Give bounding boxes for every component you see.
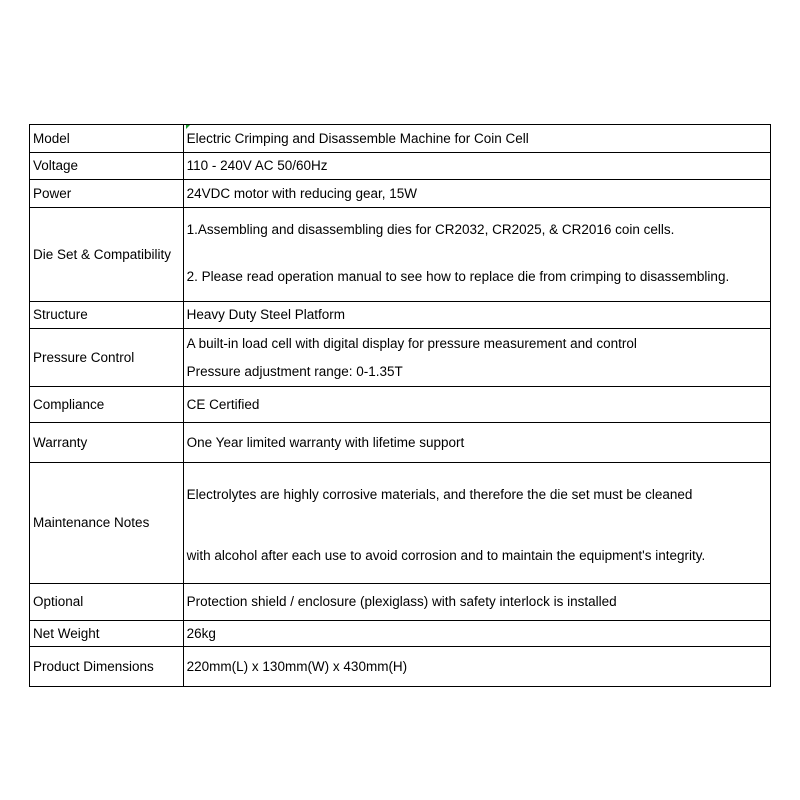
spec-table <box>29 124 771 687</box>
spec-value-line: Pressure adjustment range: 0-1.35T <box>186 363 403 379</box>
spec-value: 220mm(L) x 130mm(W) x 430mm(H) <box>183 647 770 687</box>
spec-label: Product Dimensions <box>30 647 184 687</box>
spec-label: Compliance <box>30 387 184 423</box>
spec-label: Structure <box>30 302 184 329</box>
spec-row-product-dimensions <box>30 647 771 687</box>
spec-value: Electric Crimping and Disassemble Machine for Coin Cell <box>183 125 770 153</box>
spec-value-line: Electrolytes are highly corrosive materials, and therefore the die set must be cleaned <box>186 486 693 502</box>
spec-row-compliance <box>30 387 771 423</box>
spec-value-line: 1.Assembling and disassembling dies for CR2032, CR2025, & CR2016 coin cells. <box>186 222 675 238</box>
spec-row-maintenance-notes <box>30 463 771 584</box>
spec-value <box>183 329 770 387</box>
spec-value-line: 2. Please read operation manual to see how to replace die from crimping to disassembling. <box>186 269 730 284</box>
spec-value: Heavy Duty Steel Platform <box>183 302 770 329</box>
spec-label: Maintenance Notes <box>30 463 184 584</box>
spec-value: 110 - 240V AC 50/60Hz <box>183 153 770 180</box>
cell-corner-marker <box>186 125 190 129</box>
spec-row-power <box>30 180 771 208</box>
spec-value: 26kg <box>183 621 770 647</box>
spec-value <box>183 208 770 302</box>
spec-label: Optional <box>30 584 184 621</box>
spec-value: Protection shield / enclosure (plexiglass) with safety interlock is installed <box>183 584 770 621</box>
spec-label: Voltage <box>30 153 184 180</box>
spec-value-line: with alcohol after each use to avoid corrosion and to maintain the equipment's integrity. <box>186 547 706 563</box>
spec-label: Net Weight <box>30 621 184 647</box>
spec-row-die-set <box>30 208 771 302</box>
spec-row-voltage <box>30 153 771 180</box>
spec-label: Power <box>30 180 184 208</box>
spec-label: Model <box>30 125 184 153</box>
spec-value: CE Certified <box>183 387 770 423</box>
spec-value <box>183 463 770 584</box>
spec-row-model <box>30 125 771 153</box>
spec-value: One Year limited warranty with lifetime support <box>183 423 770 463</box>
spec-row-pressure-control <box>30 329 771 387</box>
spec-value-line: A built-in load cell with digital display for pressure measurement and control <box>186 335 637 351</box>
spec-row-structure <box>30 302 771 329</box>
spec-label: Warranty <box>30 423 184 463</box>
spec-value: 24VDC motor with reducing gear, 15W <box>183 180 770 208</box>
spec-row-optional <box>30 584 771 621</box>
spec-row-net-weight <box>30 621 771 647</box>
spec-label: Die Set & Compatibility <box>30 208 184 302</box>
spec-row-warranty <box>30 423 771 463</box>
spec-label: Pressure Control <box>30 329 184 387</box>
